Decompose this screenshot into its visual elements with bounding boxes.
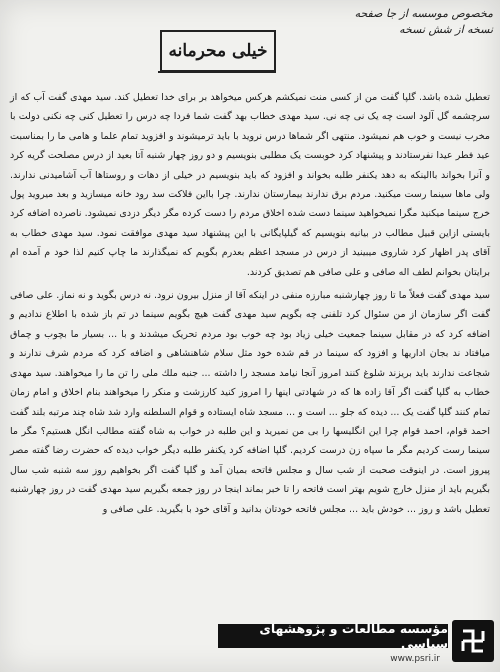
body-paragraph-2: سید مهدی گفت فعلاً ما تا روز چهارشنبه مبارزه منفی در اینکه آقا از منزل بیرون نرود. نه درس بگوید و نه نماز. علی صافی گفت اگر سازمان از من سئوال کرد تلفنی چه بگویم سید مهدی گفت هیچ بگویم سینما در تم باز شده با اطلاع ندادیم و اضافه کرد که در مقابل سینما جمعیت خیلی زیاد بود چه خوب بود مردم تحریک میشدند و با ... بسیار ما بچوب و چماق میافتاد ند بجان اداریها و افزود که سینما در قم شده خود مثل سلام شاهنشاهی و اضافه کرد که مردم شرف ندارند و شجاعت ندارند باید بریزند شلوغ کنند امروز آنجا نیامد مسجد را داشته ... جنبه ملك ملی را تن ما را میخواهند. سید مهدی خطاب به گلپا گفت اگر آقا زاده ها که در شهادتی اینها را امروز کنید کارزشت و منکر را میخواهند بنام اخلاق و امام زمان تمام کنند گلپا گفت یک ... دیده که جلو ... است و ... مسجد شاه ایستاده و قوام السلطنه وارد شد شاه چند مرتبه بلند گفت احمد قوام، احمد قوام چرا این انگلیسها را بی من نمیرید و این طلبه در خواب به شاه گفته مطالب انگل هستیم؟ مگر ما سینما رست کردیم مگر ما سپاه زن درست کردیم. گلپا اضافه کرد یکنفر طلبه دیگر خواب دیده که حضرت رضا گفته مصر پیروز است. در اینوقت صحبت از شب سال و مجلس فاتحه بمیان آمد و گلپا گفت اگر بخواهیم روز سه شنبه شب سال بگیریم باید از منزل خارج شویم بهتر است فاتحه را تا خبر بماند اینجا در روز جمعه بگیریم سید مهدی گفت در روز چهارشنبه تعطیل باشد و روز ... خودش باید ... مجلس فاتحه خودتان بدانید و آقای خود با بگیرید. علی صافی و	[10, 290, 490, 515]
document-title-text: خیلی محرمانه	[168, 41, 268, 61]
handwritten-note-line2: نسخه از شش نسخه	[399, 23, 493, 36]
institution-website: www.psri.ir	[390, 654, 440, 664]
logo-emblem-icon	[458, 626, 488, 656]
body-paragraph-1: تعطیل شده باشد. گلپا گفت من از کسی منت نمیکشم هرکس میخواهد بر برای خدا تعطیل کند. سید مهدی گفت آب که از سرچشمه گل آلود است چه یک نی چه نی. سید مهدی خطاب بهد گفت شما فردا چه درس را تعطیل کنی چه نکنی دولت با مخرب نیست و خوب هم نمیشود. منتهی اگر شماها درس نروید با باید ترمیشوند و افزوید تمام علما و هامی ما را بمناسبت عید فطر عیدا نفرستادند و پیشنهاد کرد خوبست یک مطلبی بنویسیم و دو روز چهار شنبه آتا بعید از درس مصلحت گریه کرد و آنرا بخواند باالینکه به دهد یکنفر طلبه بخواند و افزود که باید بنویسیم در خیلی از دهات و روستاها آب آشامیدنی ندارند. ولی ماها سینما رست میکنید. مردم برق ندارند بیمارستان ندارند. چرا بااین فلاکت سد رود خانه میسازید و بعد میروید پول خرج سینما میکنید مگرا نمیخواهید سینما دست شده اخلاق مردم را دست کرده مگر دیگر دزدی نمیشود. ناصرده اضافه کرد بایستی ازاین قبیل مطالب در بیانیه بنویسیم که گیلپایگانی با این پیشنهاد سید مهدی موافقت نمود. سید مهدی خطاب به آقای پدر اظهار کرد شاروی میبینید از درس در مسجد اعظم بعدرم بگویم که نمیگذارند ما چاپ کنیم لذا خود م آمده ام برایتان بخوانم لطف اله صافی و علی صافی هم تصدیق کردند.	[10, 92, 490, 278]
institution-logo-icon	[452, 620, 494, 662]
document-body	[10, 88, 490, 602]
title-underline	[158, 71, 276, 73]
institution-banner	[218, 621, 448, 651]
document-title	[160, 30, 276, 72]
handwritten-note-line1: مخصوص موسسه از جا صفحه	[354, 7, 493, 20]
institution-name: مؤسسه مطالعات و پژوهشهای سیاسی	[259, 621, 448, 651]
handwritten-note	[315, 6, 493, 38]
